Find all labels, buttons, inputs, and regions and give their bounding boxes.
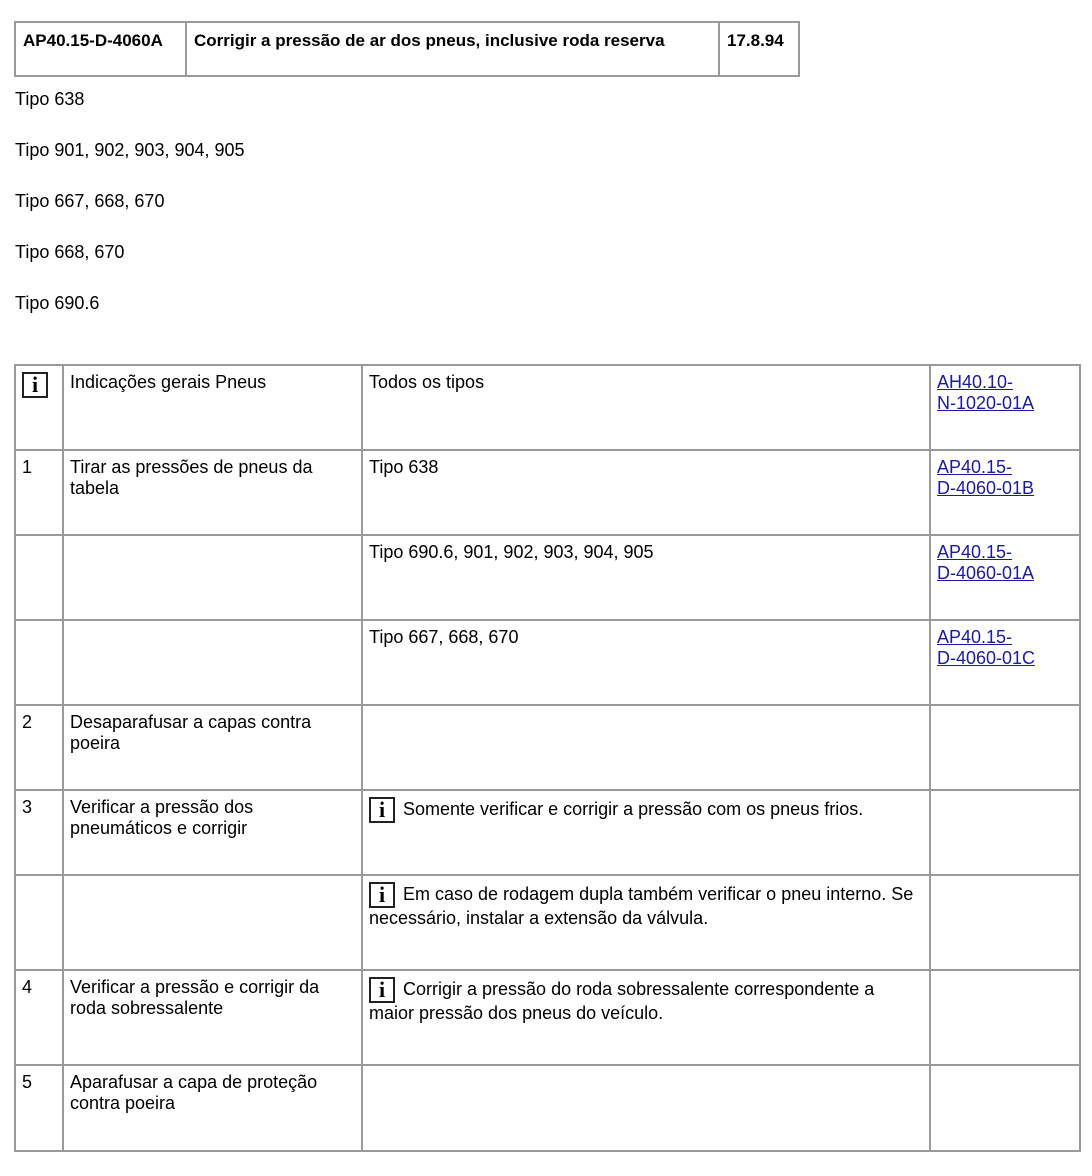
step-action xyxy=(63,620,362,705)
step-reference xyxy=(930,365,1080,450)
table-row xyxy=(15,535,1080,620)
step-note-cell xyxy=(362,790,930,875)
step-note-cell xyxy=(362,970,930,1065)
table-row xyxy=(15,450,1080,535)
step-number xyxy=(15,875,63,970)
step-icon-cell xyxy=(15,365,63,450)
step-action: Aparafusar a capa de proteção contra poeira xyxy=(63,1065,362,1151)
table-row xyxy=(15,970,1080,1065)
type-item: Tipo 901, 902, 903, 904, 905 xyxy=(15,140,245,160)
step-action xyxy=(63,875,362,970)
step-reference xyxy=(930,875,1080,970)
type-item: Tipo 667, 668, 670 xyxy=(15,191,165,211)
reference-link[interactable]: AP40.15- D-4060-01A xyxy=(937,542,1035,583)
document-code: AP40.15-D-4060A xyxy=(15,22,186,76)
step-note-cell xyxy=(362,875,930,970)
info-icon: i xyxy=(369,797,395,823)
step-reference xyxy=(930,450,1080,535)
step-reference xyxy=(930,790,1080,875)
step-note: Somente verificar e corrigir a pressão com os pneus frios. xyxy=(403,799,864,819)
info-icon: i xyxy=(369,977,395,1003)
step-reference xyxy=(930,620,1080,705)
step-reference xyxy=(930,535,1080,620)
info-icon: i xyxy=(369,882,395,908)
document-title: Corrigir a pressão de ar dos pneus, inclusive roda reserva xyxy=(186,22,719,76)
step-note: Em caso de rodagem dupla também verificar o pneu interno. Se necessário, instalar a extensão da válvula. xyxy=(369,884,914,928)
applicability-list xyxy=(15,88,245,343)
step-note: Todos os tipos xyxy=(362,365,930,450)
reference-link[interactable]: AP40.15- D-4060-01C xyxy=(937,627,1036,668)
document-date: 17.8.94 xyxy=(719,22,799,76)
table-row xyxy=(15,620,1080,705)
step-number: 1 xyxy=(15,450,63,535)
step-reference xyxy=(930,1065,1080,1151)
step-number xyxy=(15,535,63,620)
step-note: Tipo 667, 668, 670 xyxy=(362,620,930,705)
reference-link[interactable]: AP40.15- D-4060-01B xyxy=(937,457,1035,498)
step-note xyxy=(362,705,930,790)
document-header xyxy=(14,21,800,77)
table-row xyxy=(15,365,1080,450)
step-action: Verificar a pressão e corrigir da roda sobressalente xyxy=(63,970,362,1065)
step-number: 4 xyxy=(15,970,63,1065)
step-note: Tipo 690.6, 901, 902, 903, 904, 905 xyxy=(362,535,930,620)
step-action: Desaparafusar a capas contra poeira xyxy=(63,705,362,790)
type-item: Tipo 668, 670 xyxy=(15,242,125,262)
info-icon: i xyxy=(22,372,48,398)
step-action: Tirar as pressões de pneus da tabela xyxy=(63,450,362,535)
step-number: 5 xyxy=(15,1065,63,1151)
reference-link[interactable]: AH40.10- N-1020-01A xyxy=(937,372,1035,413)
type-item: Tipo 638 xyxy=(15,89,85,109)
procedure-table xyxy=(14,364,1081,1152)
table-row xyxy=(15,1065,1080,1151)
table-row xyxy=(15,790,1080,875)
step-note: Corrigir a pressão do roda sobressalente correspondente a maior pressão dos pneus do veículo. xyxy=(369,979,875,1023)
type-item: Tipo 690.6 xyxy=(15,293,100,313)
step-action xyxy=(63,535,362,620)
step-action: Verificar a pressão dos pneumáticos e corrigir xyxy=(63,790,362,875)
step-action: Indicações gerais Pneus xyxy=(63,365,362,450)
step-reference xyxy=(930,970,1080,1065)
step-note: Tipo 638 xyxy=(362,450,930,535)
step-number: 3 xyxy=(15,790,63,875)
step-number xyxy=(15,620,63,705)
step-note xyxy=(362,1065,930,1151)
step-reference xyxy=(930,705,1080,790)
table-row xyxy=(15,875,1080,970)
table-row xyxy=(15,705,1080,790)
step-number: 2 xyxy=(15,705,63,790)
